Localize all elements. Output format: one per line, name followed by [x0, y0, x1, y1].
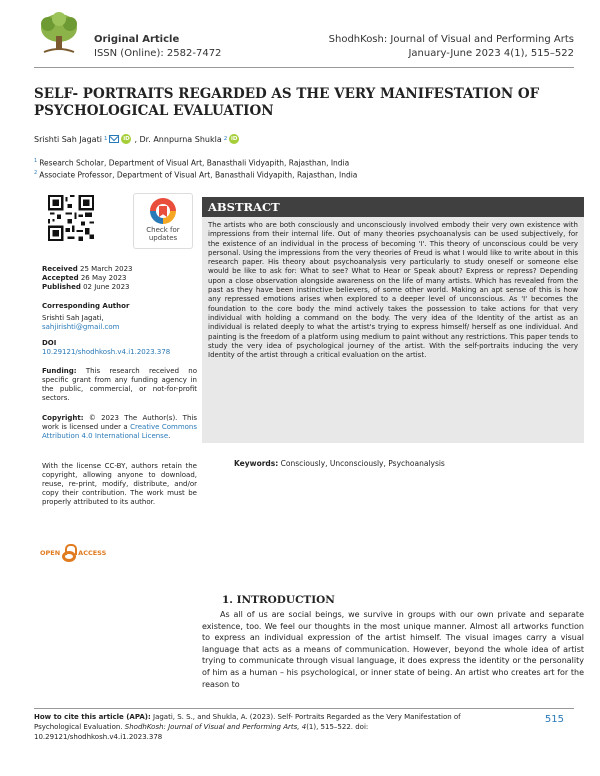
copyright-text: © 2023 The Author(s). This work is licensed under a [42, 414, 197, 431]
funding-label: Funding: [42, 367, 77, 375]
author-sup-1: 1 [103, 136, 108, 142]
corresponding-label: Corresponding Author [42, 302, 130, 310]
doi-label: DOI [42, 339, 57, 347]
page-number: 515 [544, 714, 564, 725]
cite-tail: (1), 515–522. doi: 10.29121/shodhkosh.v4.i1.2023.378 [34, 723, 369, 741]
issn: ISSN (Online): 2582-7472 [94, 48, 222, 59]
cite-journal: ShodhKosh: Journal of Visual and Performing Arts, 4 [124, 723, 307, 731]
affiliation-1 [34, 158, 349, 168]
affiliation-text: Research Scholar, Department of Visual Art, Banasthali Vidyapith, Rajasthan, India [39, 158, 350, 168]
author-sup-2: 2 [223, 136, 228, 142]
check-for-updates-badge[interactable] [133, 193, 193, 249]
author-name-2: , Dr. Annpurna Shukla [134, 134, 222, 144]
journal-name: ShodhKosh: Journal of Visual and Performing Arts [328, 34, 574, 45]
article-title: SELF- PORTRAITS REGARDED AS THE VERY MANIFESTATION OF PSYCHOLOGICAL EVALUATION [34, 86, 540, 119]
published-date: 02 June 2023 [83, 283, 130, 291]
journal-issue: January-June 2023 4(1), 515–522 [408, 48, 574, 59]
article-dates [42, 265, 197, 292]
received-date: 25 March 2023 [80, 265, 133, 273]
copyright-tail: . [168, 432, 171, 440]
copyright-label: Copyright: [42, 414, 84, 422]
header-left [94, 33, 221, 61]
citation-footer [34, 712, 494, 742]
introduction-text: As all of us are social beings, we survive in groups with our own private and separate existence, too. We feel our thoughts in the most unique manner. Almost all artworks function to express an individual expression of the artist himself. The visual images carry a visual language that acts as a means of communication. However, beyond the whole idea of artist trying to communicate through visual language, it does express the identity or the personality of him as a human – his psychological, or inner state of being. An artist who creates art for the reason to [202, 610, 584, 689]
license-note: With the license CC-BY, authors retain the copyright, allowing anyone to download, reuse, re-print, modify, distribute, and/or copy their contribution. The work must be properly attributed to its author. [42, 462, 197, 506]
cite-text: Jagati, S. S., and Shukla, A. (2023). Self- Portraits Regarded as the Very Manifestation of Psychological Evaluation. [34, 713, 461, 731]
keywords-label: Keywords: [234, 459, 279, 468]
keywords-text: Consciously, Unconsciously, Psychoanalysis [280, 459, 445, 468]
funding-block [42, 367, 197, 403]
accepted-label: Accepted [42, 274, 79, 282]
orcid-icon[interactable]: iD [123, 136, 130, 142]
abstract-heading: ABSTRACT [202, 197, 584, 217]
abstract-text: The artists who are both consciously and unconsciously involved embody their very own existence with impressions from their internal life. Out of many theories psychoanalysis can be used subjectively, for the existence of an individual in the process of becoming 'I'. This theory of unconscious could be very personal. Using the impressions from the very theories of Freud is what I would like to write about in this research paper. His theory about psychoanalysis very particularly to study oneself or someone else would be like to ask for: What to see? What to Hear or Speak about? Express or repress? Depending upon a close observation alongside awareness on the life of many artists. Which has revealed from the past as they have been instinctive believers, of some other world. Making an apt sense of this is how any repressed emotions arises when explored to a deeper level of unconscious. As 'I' becomes the foundation to the core body the mind actively takes the possession to take actions for that very individual with holding a command on the body. The very idea of the Identity of the artist as an individual is related deeply to what the artist's trying to express himself/ herself as one individual. And painting is the freedom of a platform using medium to paint without any restrictions. This paper tends to study the very idea of psychological journey of the artist. With the self-portraits inducing the very Identity of the artist through a critical evaluation on the artist. [202, 217, 584, 443]
orcid-icon[interactable]: iD [231, 136, 238, 142]
affiliation-sup: 2 [34, 170, 38, 176]
open-access-badge [40, 542, 106, 564]
open-lock-icon [62, 544, 76, 562]
header-right [329, 33, 574, 61]
accepted-date: 26 May 2023 [80, 274, 127, 282]
page-header [0, 10, 600, 66]
journal-logo-tree-icon [34, 10, 84, 60]
cite-label: How to cite this article (APA): [34, 713, 151, 721]
license-link[interactable]: Creative Commons Attribution 4.0 International License [42, 423, 198, 440]
affiliation-2 [34, 170, 357, 180]
affiliation-sup: 1 [34, 158, 38, 164]
open-access-right: ACCESS [78, 549, 107, 557]
keywords [234, 459, 445, 468]
qr-code-icon[interactable] [48, 195, 94, 241]
doi-block [42, 339, 197, 357]
corresponding-author [42, 302, 197, 332]
received-label: Received [42, 265, 78, 273]
corresponding-email-link[interactable]: sahjirishti@gmail.com [42, 323, 120, 331]
open-access-left: OPEN [40, 549, 61, 557]
published-label: Published [42, 283, 81, 291]
header-divider [34, 67, 574, 68]
bookmark-icon [150, 198, 176, 224]
copyright-block [42, 414, 197, 441]
article-type: Original Article [94, 34, 180, 45]
footer-divider [34, 708, 574, 709]
email-icon[interactable] [109, 135, 119, 143]
author-line [34, 134, 242, 144]
introduction-heading: 1. INTRODUCTION [222, 594, 335, 606]
corresponding-name: Srishti Sah Jagati, [42, 314, 104, 322]
affiliation-text: Associate Professor, Department of Visual Art, Banasthali Vidyapith, Rajasthan, India [39, 170, 358, 180]
doi-link[interactable]: 10.29121/shodhkosh.v4.i1.2023.378 [42, 348, 171, 356]
check-updates-line-1: Check for [146, 226, 180, 234]
check-updates-line-2: updates [148, 234, 178, 242]
author-name-1: Srishti Sah Jagati [34, 134, 102, 144]
funding-text: This research received no specific grant from any funding agency in the public, commercial, or not-for-profit sectors. [42, 367, 197, 402]
